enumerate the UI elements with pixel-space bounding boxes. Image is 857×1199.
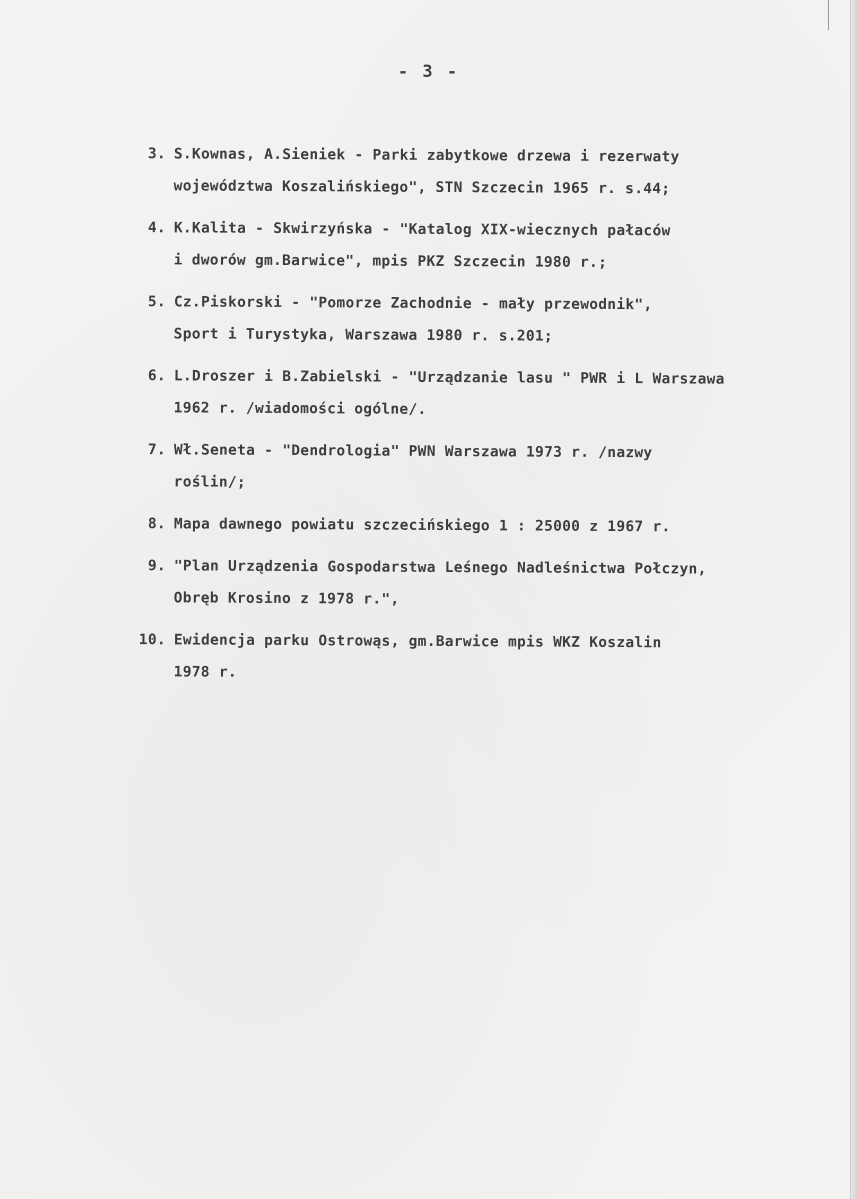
page-edge <box>850 0 857 1199</box>
entry-line: Wł.Seneta - "Dendrologia" PWN Warszawa 1973 r. /nazwy <box>173 442 653 462</box>
bibliography-list <box>120 138 820 698</box>
page-edge-mark <box>828 0 829 30</box>
bibliography-entry <box>120 212 820 280</box>
entry-line: L.Droszer i B.Zabielski - "Urządzanie lasu " PWR i L Warszawa <box>173 368 725 388</box>
entry-line: Mapa dawnego powiatu szczecińskiego 1 : 25000 z 1967 r. <box>173 516 671 536</box>
entry-number: 5. <box>147 294 166 311</box>
bibliography-entry <box>120 508 820 544</box>
entry-number: 8. <box>147 516 166 533</box>
entry-number: 9. <box>147 558 166 575</box>
entry-line: Cz.Piskorski - "Pomorze Zachodnie - mały przewodnik", <box>173 294 653 314</box>
entry-line: 1962 r. /wiadomości ogólne/. <box>173 400 427 418</box>
bibliography-entry <box>120 286 820 354</box>
entry-number: 6. <box>147 368 166 385</box>
entry-number: 4. <box>147 220 166 237</box>
entry-line: Obręb Krosino z 1978 r.", <box>173 590 400 608</box>
bibliography-entry <box>120 138 820 206</box>
entry-line: i dworów gm.Barwice", mpis PKZ Szczecin 1980 r.; <box>173 252 608 271</box>
bibliography-entry <box>120 550 820 618</box>
entry-number: 7. <box>147 442 166 459</box>
entry-line: roślin/; <box>173 474 247 491</box>
entry-line: Ewidencja parku Ostrowąs, gm.Barwice mpis WKZ Koszalin <box>173 632 662 652</box>
entry-line: S.Kownas, A.Sieniek - Parki zabytkowe drzewa i rezerwaty <box>173 146 680 166</box>
entry-line: województwa Koszalińskiego", STN Szczecin 1965 r. s.44; <box>173 178 671 198</box>
entry-line: Sport i Turystyka, Warszawa 1980 r. s.201; <box>173 326 553 345</box>
entry-line: K.Kalita - Skwirzyńska - "Katalog XIX-wiecznych pałaców <box>173 220 671 240</box>
bibliography-entry <box>120 360 820 428</box>
entry-number: 10. <box>138 632 166 649</box>
entry-line: "Plan Urządzenia Gospodarstwa Leśnego Nadleśnictwa Połczyn, <box>173 558 707 578</box>
bibliography-entry <box>120 434 820 502</box>
bibliography-entry <box>120 624 820 692</box>
entry-number: 3. <box>147 146 166 163</box>
entry-line: 1978 r. <box>173 664 237 681</box>
page-number: - 3 - <box>397 62 460 82</box>
